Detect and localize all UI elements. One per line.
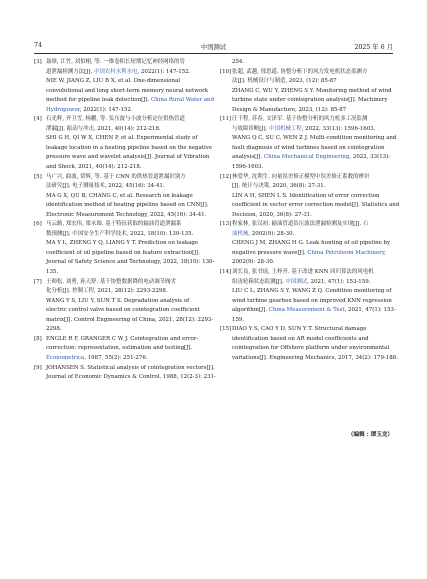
reference-line xyxy=(46,87,209,97)
reference-line xyxy=(46,115,206,125)
reference-text: 159. xyxy=(232,316,245,323)
reference-number: [10] xyxy=(220,68,232,75)
reference-text: 石光辉, 齐卫雪, 杨鹏, 等. 负压波与小波分析定位供热管道 xyxy=(46,116,185,123)
reference-entry xyxy=(220,325,398,363)
reference-line xyxy=(232,201,400,211)
reference-text: ZHANG C, WU Y, ZHENG S Y. Monitoring method of wind xyxy=(232,87,392,94)
reference-entry xyxy=(220,268,394,325)
reference-number: [3] xyxy=(34,59,42,65)
reference-text: 张超, 武越, 邢思遥. 协整分析下的风力发电机状态监测方 xyxy=(232,68,368,75)
reference-text: JOHANSEN S. Statistical analysis of cointegration vectors[J]. xyxy=(46,364,215,371)
reference-text: 聂维, 江竹, 刘伯栩, 等. 一维卷积长短期记忆神经网络的管 xyxy=(46,59,185,65)
reference-line xyxy=(46,287,206,297)
reference-entry xyxy=(220,58,394,68)
reference-number: [13] xyxy=(220,221,232,228)
reference-line xyxy=(232,58,394,68)
reference-text: LIU C L, ZHANG S Y, WANG Z Q. Condition monitoring of xyxy=(232,288,392,295)
reference-text: variations[J]. Engineering Mechanics, 2017, 34(2): 179-188. xyxy=(232,354,398,361)
reference-line xyxy=(232,316,394,326)
reference-text: identification based on AR model coefficients and xyxy=(232,335,369,342)
reference-text: 泄漏[J]. 振动与冲击, 2021, 40(14): 212-218. xyxy=(46,125,161,132)
reference-entry xyxy=(34,173,209,221)
reference-text: , 1987, 55(2): 251-276. xyxy=(84,354,148,361)
reference-line xyxy=(46,77,206,87)
reference-line xyxy=(232,182,394,192)
reference-line xyxy=(232,106,394,116)
reference-line xyxy=(46,106,206,116)
reference-text: WANG Q C, SU C, WEN Z J. Multi-condition monitoring and xyxy=(232,135,397,142)
reference-text: , 2022(1): 147-152. xyxy=(137,68,191,75)
source-link[interactable]: 中国农村水利水电 xyxy=(93,68,138,75)
source-link[interactable]: China Mechanical Engineering xyxy=(264,154,350,161)
reference-line xyxy=(46,258,215,268)
reference-line xyxy=(232,306,394,316)
reference-text: , xyxy=(384,249,386,256)
reference-line xyxy=(232,220,394,230)
reference-text: 2002(9): 28-30. xyxy=(232,259,275,266)
reference-number: [14] xyxy=(220,269,232,276)
reference-entry xyxy=(220,68,394,116)
reference-text: 王师松, 刘勇, 孙天舒. 基于协整数据降的电动调节阀劣 xyxy=(46,278,176,285)
reference-text: correction: representation, estimation and testing[J]. xyxy=(46,345,193,352)
source-link[interactable]: Hydropower xyxy=(46,106,80,113)
reference-text: ENGLE R F, GRANGER C W J. Cointegration and error- xyxy=(46,335,199,342)
reference-line xyxy=(46,344,206,354)
source-link[interactable]: China Rural Water and xyxy=(150,97,215,104)
reference-text: Electronic Measurement Technology, 2022, 45(16): 34-41. xyxy=(46,211,207,218)
reference-text: 道泄漏检测方法[J]. xyxy=(46,68,94,75)
reference-text: 1596-1603. xyxy=(232,164,264,171)
reference-line xyxy=(46,220,206,230)
reference-text: electric control valve based on cointegration coefficient xyxy=(46,307,200,314)
reference-line xyxy=(46,153,210,163)
reference-line xyxy=(232,163,394,173)
reference-number: [5] xyxy=(34,173,42,180)
reference-text: MA Y L, ZHENG Y Q, LIANG Y T. Prediction on leakage xyxy=(46,240,199,247)
reference-number: [11] xyxy=(220,116,232,123)
reference-text: , 2022(1): 147-152. xyxy=(79,106,133,113)
reference-line xyxy=(232,249,394,259)
reference-number: [8] xyxy=(34,335,42,342)
reference-line xyxy=(232,278,394,288)
reference-text: algorithm[J]. xyxy=(232,307,269,314)
reference-line xyxy=(232,297,394,307)
reference-line xyxy=(232,325,394,335)
reference-line xyxy=(232,125,394,135)
reference-text: cointegration for Offshore platform under environmental xyxy=(232,345,390,352)
reference-text: [J]. 统计与决策, 2020, 36(8): 27-31. xyxy=(232,183,326,190)
reference-line xyxy=(232,144,394,154)
reference-line xyxy=(232,115,394,125)
reference-text: Journal of Economic Dynamics & Control, 1988, 12(2-3): 231- xyxy=(46,374,216,381)
reference-line xyxy=(232,354,398,364)
reference-number: [12] xyxy=(220,173,232,180)
reference-line xyxy=(232,173,394,183)
reference-line xyxy=(46,249,206,259)
reference-number: [6] xyxy=(34,221,42,228)
reference-line xyxy=(46,201,209,211)
reference-text: 2298. xyxy=(46,326,62,333)
reference-line xyxy=(46,278,206,288)
reference-text: , 2002(9): 28-30. xyxy=(248,230,295,237)
references-right-column xyxy=(220,58,400,364)
reference-number: [9] xyxy=(34,364,42,371)
reference-line xyxy=(46,373,216,383)
source-link[interactable]: 中国测试 xyxy=(285,278,308,285)
reference-text: coefficient of oil pipeline based on feature extraction[J]. xyxy=(46,249,201,256)
reference-line xyxy=(46,297,206,307)
reference-line xyxy=(46,354,206,364)
reference-line xyxy=(232,153,394,163)
reference-text: Decision, 2020, 36(8): 27-31. xyxy=(232,211,313,218)
reference-line xyxy=(232,258,394,268)
issue-date: 2025 年 6 月 xyxy=(354,44,393,51)
reference-text: 刘长良, 张书瑶, 王梓齐. 基于改进 KNN 回归算法的风电机 xyxy=(232,269,374,276)
reference-text: , 2022, 33(13): xyxy=(349,154,391,161)
reference-text: Journal of Safety Science and Technology, 2022, 18(10): 130- xyxy=(46,259,215,266)
reference-text: analysis[J]. xyxy=(232,154,264,161)
reference-line xyxy=(232,287,394,297)
reference-text: coefficient in vector error correction model[J]. Statistics and xyxy=(232,202,400,209)
reference-text: NIE W, JIANG Z, LIU B X, et al. One-dimensional xyxy=(46,78,181,85)
reference-text: and Shock, 2021, 40(14): 212-218. xyxy=(46,164,142,171)
reference-line xyxy=(46,163,206,173)
reference-text: leakage location in a heating pipeline based on the negative xyxy=(46,144,213,151)
source-link[interactable]: 石 xyxy=(362,221,369,228)
reference-line xyxy=(232,335,394,345)
reference-line xyxy=(46,182,206,192)
reference-text: MA G X, QU B, CHANG C, et al. Research on leakage xyxy=(46,192,193,199)
reference-text: convolutional and long short-term memory neural network xyxy=(46,87,209,94)
reference-line xyxy=(232,192,394,202)
source-link[interactable]: Econometrica xyxy=(46,354,85,361)
reference-line xyxy=(46,230,206,240)
reference-text: LIN A H, SHEN L S. Identification of error correction xyxy=(232,192,380,199)
reference-line xyxy=(232,68,394,78)
reference-line xyxy=(46,268,206,278)
reference-line xyxy=(46,134,206,144)
reference-line xyxy=(232,230,394,240)
reference-text: negative pressure wave[J]. xyxy=(232,249,308,256)
reference-line xyxy=(46,125,206,135)
reference-line xyxy=(46,173,206,183)
reference-line xyxy=(232,77,394,87)
reference-entry xyxy=(34,335,206,364)
reference-line xyxy=(232,268,394,278)
reference-line xyxy=(46,96,215,106)
reference-entry xyxy=(34,58,215,115)
reference-text: wind turbine gearbox based on improved KNN regression xyxy=(232,297,392,304)
source-link[interactable]: China Petroleum Machinery xyxy=(307,249,385,256)
reference-text: fault diagnosis of wind turbines based on cointegration xyxy=(232,144,385,151)
reference-text: 程家林, 张汉初. 输油管道负压波法泄漏检测及实现[J]. xyxy=(232,221,363,228)
reference-text: 135. xyxy=(46,269,59,276)
reference-line xyxy=(46,192,206,202)
reference-text: , 2021, 47(1): 153-159. xyxy=(307,278,371,285)
reference-entry xyxy=(34,278,214,335)
page-number: 74 xyxy=(34,42,43,49)
reference-line xyxy=(46,325,206,335)
reference-text: 数预测[J]. 中国安全生产科学技术, 2022, 18(10): 130-135. xyxy=(46,230,194,237)
reference-text: SHI G H, QI W X, CHEN P, et al. Experimental study of xyxy=(46,135,198,142)
reference-line xyxy=(46,58,206,68)
reference-line xyxy=(46,211,206,221)
reference-number: [7] xyxy=(34,278,42,285)
reference-line xyxy=(46,306,206,316)
reference-entry xyxy=(220,115,397,172)
reference-entry xyxy=(220,220,394,268)
reference-text: 法研究[J]. 电子测量技术, 2022, 45(16): 34-41. xyxy=(46,183,165,190)
references-left-column xyxy=(34,58,216,383)
source-link[interactable]: China Measurement & Test xyxy=(268,307,345,314)
reference-entry xyxy=(34,364,216,383)
reference-text: pressure wave and wavelet analysis[J]. Journal of Vibration xyxy=(46,154,210,161)
reference-number: [15] xyxy=(220,326,232,333)
reference-text: 汪千程, 苏春, 文泽军. 基于协整分析的风力机多工况监测 xyxy=(232,116,368,123)
reference-text: , 2022, 33(13): 1596-1603. xyxy=(301,125,376,132)
reference-text: 与故障诊断[J]. xyxy=(232,125,270,132)
reference-text: method for pipeline leak detection[J]. xyxy=(46,97,151,104)
reference-text: DIAO Y S, CAO Y D, SUN Y T. Structural damage xyxy=(232,326,367,333)
reference-text: 法[J]. 机械设计与制造, 2023, (12): 85-87 xyxy=(232,78,337,85)
reference-line xyxy=(46,144,213,154)
reference-line xyxy=(46,335,206,345)
reference-text: 254. xyxy=(232,59,245,65)
header-rule xyxy=(34,53,393,54)
reference-line xyxy=(46,364,215,374)
reference-line xyxy=(46,68,206,78)
reference-text: CHENG J M, ZHANG H G. Leak hunting of oil pipeline by xyxy=(232,240,391,247)
reference-text: 组齿轮箱状态监测[J]. xyxy=(232,278,286,285)
journal-name: 中国测试 xyxy=(200,44,227,51)
reference-entry xyxy=(34,220,215,277)
reference-line xyxy=(232,134,397,144)
reference-text: 马云路, 郑宏伟, 梁永图. 基于特征获取的输油管道泄漏系 xyxy=(46,221,182,228)
reference-entry xyxy=(220,173,400,221)
reference-line xyxy=(232,96,394,106)
reference-text: matrix[J]. Control Engineering of China, 2021, 28(12): 2293- xyxy=(46,316,214,323)
reference-text: 化分析[J]. 控制工程, 2021, 28(12): 2293-2298. xyxy=(46,288,168,295)
reference-text: WANG Y S, LIU Y, SUN T S. Degradation analysis of xyxy=(46,297,190,304)
reference-line xyxy=(46,239,206,249)
reference-text: , 2021, 47(1): 153- xyxy=(344,307,396,314)
reference-text: Design & Manufacture, 2023, (12): 85-87 xyxy=(232,106,347,113)
reference-line xyxy=(46,316,214,326)
source-link[interactable]: 油机械 xyxy=(232,230,249,237)
editor-note: （编辑 : 谭玉龙） xyxy=(347,432,393,438)
reference-entry xyxy=(34,115,213,172)
reference-text: turbine state under cointegration analysis[J]. Machinery xyxy=(232,97,388,104)
reference-number: [4] xyxy=(34,116,42,123)
reference-line xyxy=(232,211,394,221)
reference-line xyxy=(232,239,394,249)
reference-text: identification method of heating pipeline based on CNN[J]. xyxy=(46,202,209,209)
reference-line xyxy=(232,87,394,97)
source-link[interactable]: 中国机械工程 xyxy=(269,125,302,132)
reference-line xyxy=(232,344,394,354)
reference-text: 马广兴, 曲波, 常辉, 等. 基于 CNN 的供热管道泄漏识别方 xyxy=(46,173,186,180)
reference-text: 林爱华, 沈利生. 向量误差修正模型中误差修正系数的辨识 xyxy=(232,173,370,180)
